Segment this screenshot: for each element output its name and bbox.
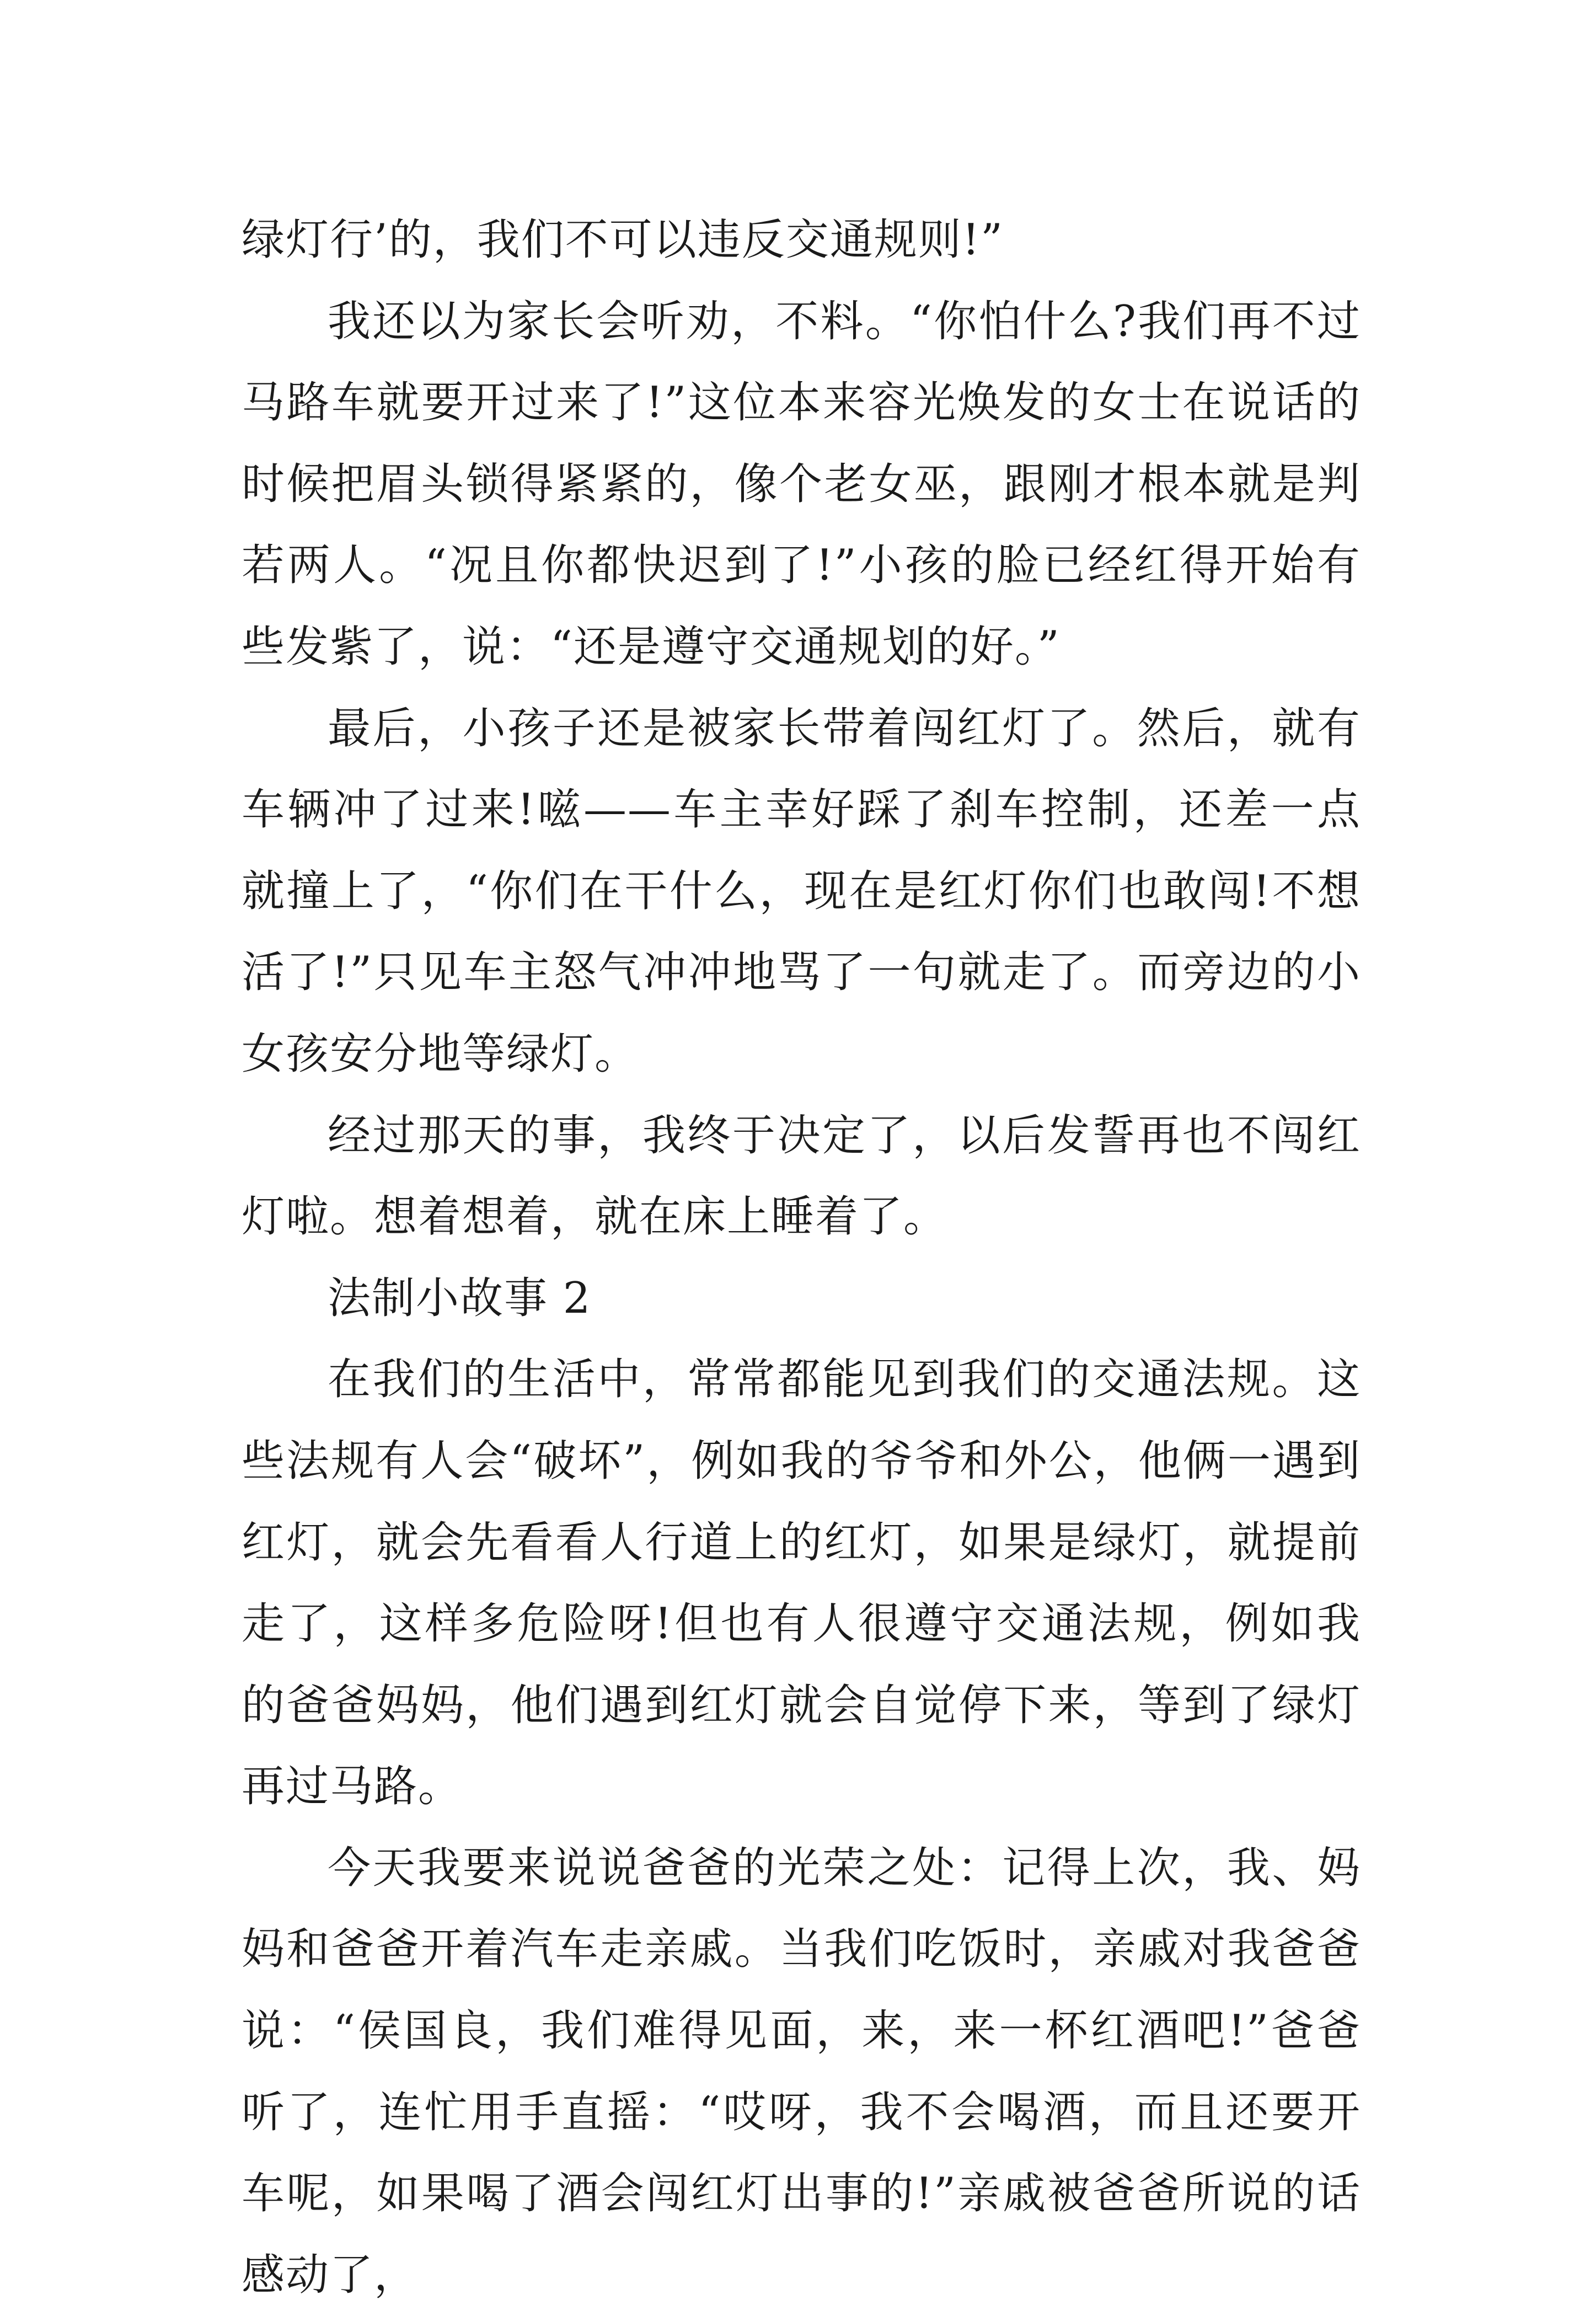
paragraph: 我还以为家长会听劝，不料。“你怕什么?我们再不过马路车就要开过来了!”这位本来容光焕发的女士在说话的时候把眉头锁得紧紧的，像个老女巫，跟刚才根本就是判若两人。“况且你都快迟到了!”小孩的脸已经红得开始有些发紫了，说：“还是遵守交通规划的好。”	[242, 296, 1361, 672]
section-heading: 法制小故事 2	[328, 1273, 592, 1323]
paragraph: 在我们的生活中，常常都能见到我们的交通法规。这些法规有人会“破坏”，例如我的爷爷和外公，他俩一遇到红灯，就会先看看人行道上的红灯，如果是绿灯，就提前走了，这样多危险呀!但也有人很遵守交通法规，例如我的爸爸妈妈，他们遇到红灯就会自觉停下来，等到了绿灯再过马路。	[242, 1355, 1361, 1812]
paragraph: 最后，小孩子还是被家长带着闯红灯了。然后，就有车辆冲了过来!嗞——车主幸好踩了刹车控制，还差一点就撞上了，“你们在干什么，现在是红灯你们也敢闯!不想活了!”只见车主怒气冲冲地骂了一句就走了。而旁边的小女孩安分地等绿灯。	[242, 703, 1361, 1079]
paragraph: 经过那天的事，我终于决定了，以后发誓再也不闯红灯啦。想着想着，就在床上睡着了。	[242, 1110, 1361, 1242]
paragraph: 今天我要来说说爸爸的光荣之处：记得上次，我、妈妈和爸爸开着汽车走亲戚。当我们吃饭时，亲戚对我爸爸说：“侯国良，我们难得见面，来，来一杯红酒吧!”爸爸听了，连忙用手直摇：“哎呀，我不会喝酒，而且还要开车呢，如果喝了酒会闯红灯出事的!”亲戚被爸爸所说的话感动了，	[242, 1843, 1361, 2300]
paragraph-continuation: 绿灯行’的，我们不可以违反交通规则!”	[242, 215, 1004, 265]
document-body	[242, 200, 1361, 2316]
